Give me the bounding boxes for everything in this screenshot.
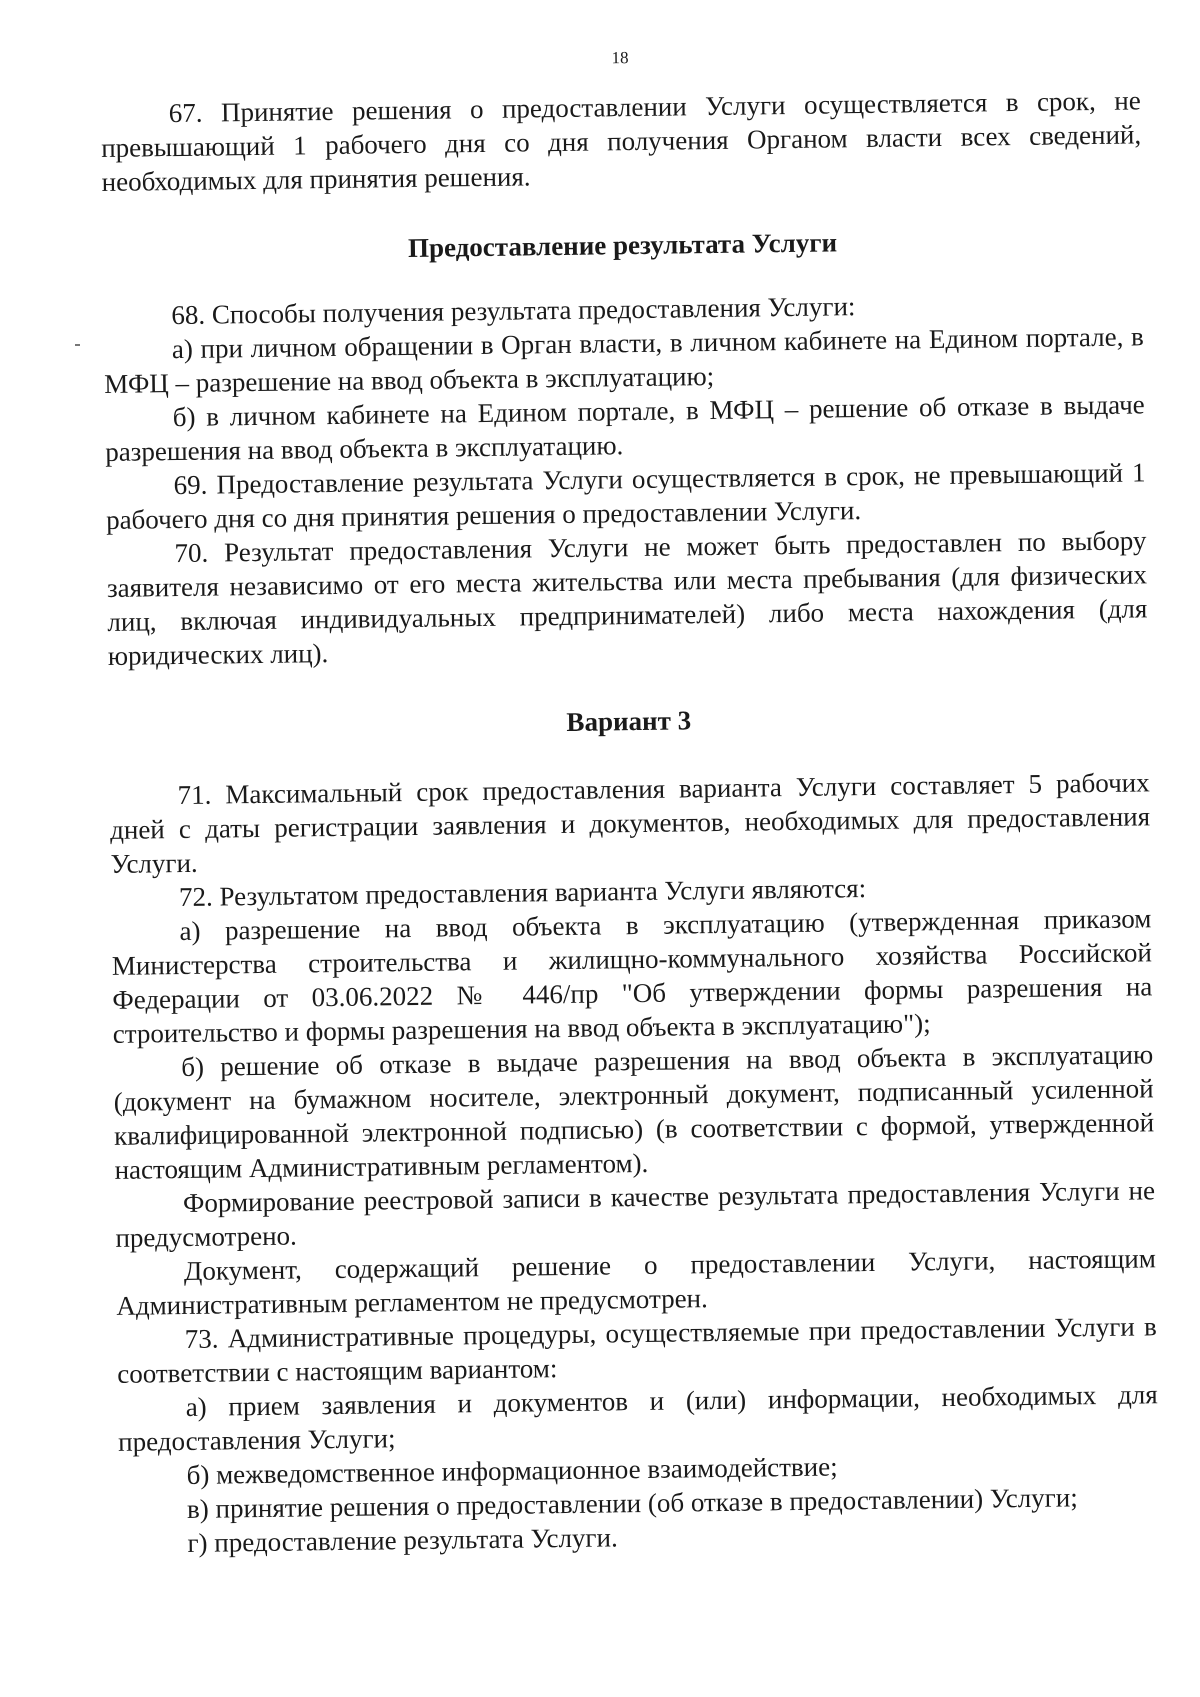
paragraph-72: 72. Результатом предоставления варианта Услуги являются:	[178, 873, 867, 913]
paragraph-71: 71. Максимальный срок предоставления варианта Услуги составляет 5 рабочих дней с даты регистрации заявления и документов, необходимых для предоставления Услуги.	[109, 767, 1151, 879]
paragraph-68: 68. Способы получения результата предоставления Услуги:	[171, 291, 856, 331]
paragraph-registry-record: Формирование реестровой записи в качестве результата предоставления Услуги не предусмотрено.	[115, 1175, 1156, 1253]
paragraph-68-b: б) в личном кабинете на Едином портале, в МФЦ – решение об отказе в выдаче разрешения на ввод объекта в эксплуатацию.	[105, 389, 1145, 467]
paragraph-69: 69. Предоставление результата Услуги осуществляется в срок, не превышающий 1 рабочего дня со дня принятия решения о предоставлении Услуги.	[105, 457, 1146, 535]
page-number: 18	[611, 48, 629, 68]
paragraph-67: 67. Принятие решения о предоставлении Услуги осуществляется в срок, не превышающий 1 рабочего дня со дня получения Органом власти всех сведений, необходимых для принятия решения.	[101, 85, 1142, 197]
paragraph-decision-document: Документ, содержащий решение о предоставлении Услуги, настоящим Административным регламентом не предусмотрен.	[116, 1243, 1157, 1321]
paragraph-73: 73. Административные процедуры, осуществляемые при предоставлении Услуги в соответствии с настоящим вариантом:	[117, 1311, 1157, 1389]
paragraph-73-a: а) прием заявления и документов и (или) информации, необходимых для предоставления Услуги;	[117, 1379, 1158, 1457]
scan-speck	[75, 344, 80, 346]
section-heading-result: Предоставление результата Услуги	[407, 227, 838, 263]
paragraph-73-b: б) межведомственное информационное взаимодействие;	[186, 1451, 838, 1490]
paragraph-73-d: г) предоставление результата Услуги.	[187, 1522, 618, 1558]
paragraph-72-b: б) решение об отказе в выдаче разрешения на ввод объекта в эксплуатацию (документ на бумажном носителе, электронный документ, подписанный усиленной квалифицированной электронной подписью) (в соответствии с формой, утвержденной настоящим Административным регламентом).	[113, 1039, 1155, 1185]
paragraph-70: 70. Результат предоставления Услуги не может быть предоставлен по выбору заявителя независимо от его места жительства или места пребывания (для физических лиц, включая индивидуальных предпринимателей) либо места нахождения (для юридических лиц).	[106, 525, 1148, 671]
document-body	[100, 41, 1160, 1560]
paragraph-72-a: а) разрешение на ввод объекта в эксплуатацию (утвержденная приказом Министерства строительства и жилищно-коммунального хозяйства Российской Федерации от 03.06.2022 № 446/пр "Об утверждении формы разрешения на строительство и формы разрешения на ввод объекта в эксплуатацию");	[111, 903, 1153, 1049]
section-heading-variant-3: Вариант 3	[566, 705, 692, 737]
paragraph-73-c: в) принятие решения о предоставлении (об отказе в предоставлении) Услуги;	[186, 1482, 1078, 1524]
paragraph-68-a: а) при личном обращении в Орган власти, в личном кабинете на Едином портале, в МФЦ – разрешение на ввод объекта в эксплуатацию;	[104, 321, 1144, 399]
